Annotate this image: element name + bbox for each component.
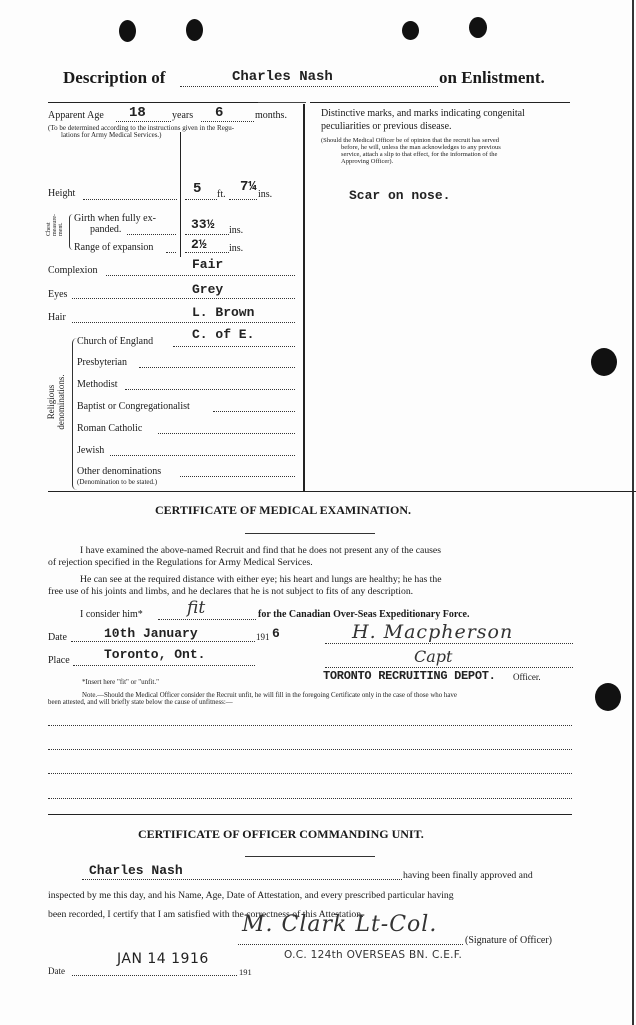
complexion-value: Fair [192,257,224,272]
medical-date-value: 10th January [104,626,198,641]
place-value: Toronto, Ont. [104,647,206,662]
consider-line [158,619,256,620]
hair-label: Hair [48,312,66,323]
age-label: Apparent Age [48,110,104,121]
hair-value: L. Brown [192,305,255,320]
religion-roman-catholic: Roman Catholic [77,423,143,434]
age-months-line [201,121,254,122]
girth-unit: ins. [229,225,244,236]
punch-hole [119,20,136,42]
girth-label: Girth when fully ex- [74,213,156,224]
commanding-date-label: Date [48,966,65,976]
note-line2: been attested, and will briefly state below the cause of unfitness:— [48,699,233,706]
age-years-value: 18 [129,105,146,121]
note-line1: Note.—Should the Medical Officer consider the Recruit unfit, he will fill in the foregoing Certificate only in the case of those who have [82,692,457,699]
officer-label: Officer. [513,672,541,682]
officer-rank: Capt [414,647,453,666]
medical-certificate-heading: CERTIFICATE OF MEDICAL EXAMINATION. [155,503,412,517]
height-line [83,199,177,200]
religion-line [139,367,295,368]
complexion-label: Complexion [48,265,98,276]
medical-date-line [71,641,255,642]
medical-para1-line1: I have examined the above-named Recruit and find that he does not present any of the causes [80,545,441,556]
religion-line [180,476,295,477]
height-in-line [229,199,257,200]
punch-hole [595,683,621,711]
name-line [180,86,438,87]
religion-presbyterian: Presbyterian [77,357,127,368]
medical-para2-line2: free use of his joints and limbs, and he declares that he is not subject to fits of any description. [48,586,414,597]
marks-value: Scar on nose. [349,188,451,203]
marks-note: (Should the Medical Officer be of opinion that the recruit has served [321,137,500,144]
unfitness-line [48,798,572,799]
girth-label-2: panded. [90,224,122,235]
range-label-line [166,252,176,253]
marks-note-4: Approving Officer). [341,158,394,165]
consider-suffix: for the Canadian Over-Seas Expeditionary Force. [258,609,470,620]
section-rule [48,814,572,815]
signature-label: (Signature of Officer) [465,935,553,946]
other-denomination-note: (Denomination to be stated.) [77,478,158,486]
medical-para1-line2: of rejection specified in the Regulations for Army Medical Services. [48,557,313,568]
range-value-line [185,252,229,253]
religion-line [158,433,295,434]
date-stamp: JAN 14 1916 [117,951,209,967]
commanding-name-value: Charles Nash [89,863,183,878]
commanding-line1-suffix: having been finally approved and [403,870,533,881]
range-label: Range of expansion [74,242,154,253]
religion-line [213,411,295,412]
age-years-line [116,121,171,122]
officer-signature: H. Macpherson [352,621,514,643]
top-rule [258,102,306,103]
religion-jewish: Jewish [77,445,105,456]
unfitness-line [48,749,572,750]
punch-hole [186,19,203,41]
commanding-certificate-heading: CERTIFICATE OF OFFICER COMMANDING UNIT. [138,827,424,841]
medical-year-suffix: 6 [272,626,280,641]
eyes-label: Eyes [48,289,68,300]
religion-methodist: Methodist [77,379,118,390]
hair-line [72,322,295,323]
page-edge [632,0,634,1025]
punch-hole [591,348,617,376]
chest-group-label-2: measure- [52,214,58,236]
complexion-line [106,275,295,276]
religion-group-label-2: denominations. [56,374,66,430]
value-divider [180,132,181,257]
punch-hole [469,17,487,38]
column-divider [303,104,305,492]
marks-note-3: service, attach a slip to that effect, for the information of the [341,151,498,158]
header-title-prefix: Description of [63,68,166,87]
unfitness-line [48,773,572,774]
eyes-line [72,298,295,299]
range-value: 2½ [191,237,207,252]
religion-church-of-england: Church of England [77,336,154,347]
religion-line [173,346,295,347]
header-title-suffix: on Enlistment. [439,68,545,87]
header-name: Charles Nash [232,69,333,85]
officer-rank-line [325,667,573,668]
chest-group-label-3: ment. [58,222,64,236]
place-label: Place [48,655,70,666]
religion-line [110,455,295,456]
heading-underline [245,533,375,534]
unit-stamp: O.C. 124th OVERSEAS BN. C.E.F. [284,949,463,961]
girth-value: 33½ [191,217,215,232]
consider-value: fit [187,598,206,618]
heading-underline [245,856,375,857]
medical-date-label: Date [48,632,67,643]
officer-stamp: TORONTO RECRUITING DEPOT. [323,669,496,683]
religion-line [125,389,295,390]
age-months-value: 6 [215,105,224,121]
religion-other: Other denominations [77,466,162,477]
officer-signature-line [325,643,573,644]
ins-label: ins. [258,189,273,200]
marks-heading: Distinctive marks, and marks indicating congenital [321,108,525,119]
eyes-value: Grey [192,282,224,297]
medical-para2-line1: He can see at the required distance with either eye; his heart and lungs are healthy; he has the [80,574,442,585]
commanding-line3: been recorded, I certify that I am satisfied with the correctness of this Attestation. [48,909,364,920]
commanding-date-line [72,975,237,976]
marks-note-2: before, he will, unless the man acknowledges to any previous [341,144,501,151]
marks-heading-2: peculiarities or previous disease. [321,121,452,132]
religion-church-of-england-value: C. of E. [192,327,255,342]
medical-year-prefix: 191 [256,632,270,642]
top-rule [310,102,570,103]
commanding-name-line [82,879,402,880]
place-line [73,665,255,666]
height-in-value: 7¼ [240,179,257,195]
section-rule [48,491,636,492]
top-rule [48,102,258,103]
commanding-signature-line [238,944,463,945]
insert-note: *Insert here "fit" or "unfit." [82,678,159,686]
chest-group-label-1: Chest [46,222,52,236]
girth-value-line [185,234,229,235]
ft-label: ft. [217,189,226,200]
range-unit: ins. [229,243,244,254]
religion-baptist: Baptist or Congregationalist [77,401,190,412]
height-ft-value: 5 [193,181,202,197]
commanding-year-prefix: 191 [239,967,252,977]
months-label: months. [255,110,287,121]
unfitness-line [48,725,572,726]
age-note-2: lations for Army Medical Services.) [61,131,162,139]
religion-group-label [46,352,66,452]
chest-group-label [46,214,64,236]
years-label: years [172,110,194,121]
commanding-line2: inspected by me this day, and his Name, Age, Date of Attestation, and every prescribed particular having [48,890,454,901]
consider-prefix: I consider him* [80,609,143,620]
height-label: Height [48,188,76,199]
height-ft-line [185,199,217,200]
age-note: (To be determined according to the instructions given in the Regu- [48,124,235,132]
religion-group-label-1: Religious [46,384,56,420]
girth-label-line [127,234,176,235]
commanding-signature: M. Clark Lt-Col. [242,912,438,937]
punch-hole [402,21,419,40]
